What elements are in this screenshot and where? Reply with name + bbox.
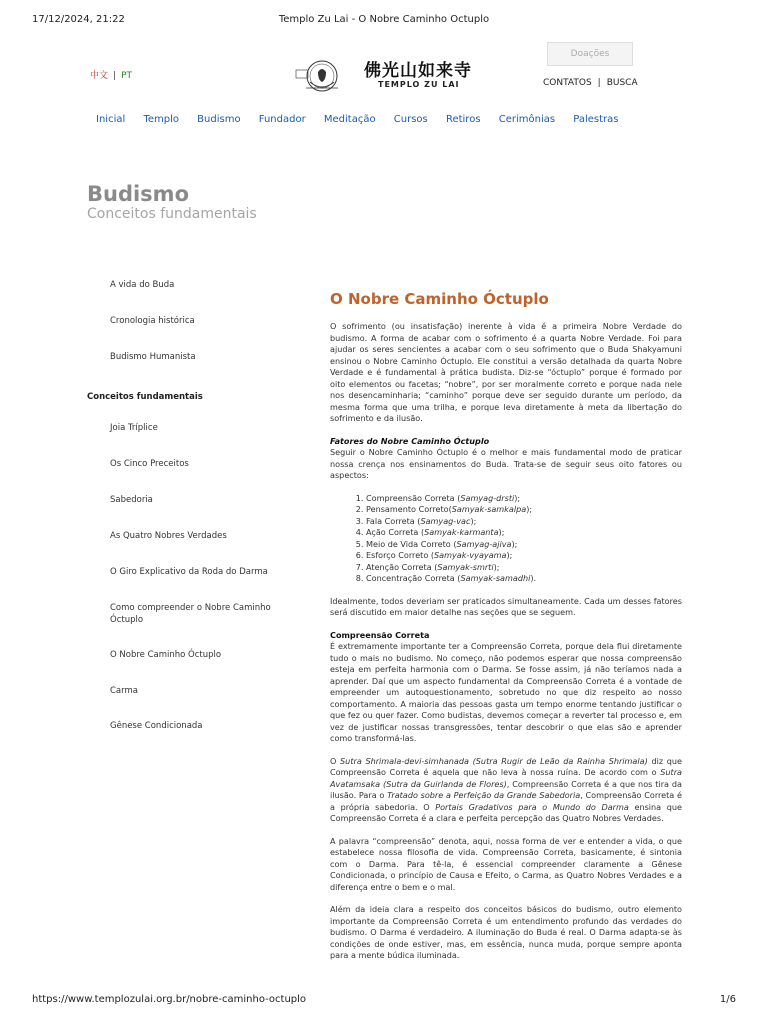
article-paragraph-compreensao: É extremamente importante ter a Compreensão Correta, porque dela flui diretamente tudo o mais no budismo. No começo, não podemos esperar que nossa compreensão esteja em perfeita harmonia com o Darma. Se fosse assim, já não teríamos nada a aprender. Daí que um aspecto fundamental da Compreensão Correta é a vontade de empreender um autoquestionamento, sobretudo no que diz respeito ao nosso comportamento. A maioria das pessoas gasta um tempo enorme tentando justificar o que fez ou quer fazer. Como budistas, devemos começar a reverter tal processo e, em vez de justificar nossas transgressões, tentar descobrir o que elas são e aprender como transformá-las. bbox=[330, 641, 682, 743]
lang-zh-link[interactable]: 中文 bbox=[90, 71, 109, 81]
nav-item-palestras[interactable]: Palestras bbox=[573, 114, 619, 125]
list-item: 4. Ação Correta (Samyak-karmanta); bbox=[366, 527, 682, 539]
article-paragraph-intro: O sofrimento (ou insatisfação) inerente à vida é a primeira Nobre Verdade do budismo. A forma de acabar com o sofrimento é a quarta Nobre Verdade. Foi para ajudar os seres sencientes a acabar com o seu sofrimento que o Buda Shakyamuni ensinou o Nobre Caminho Óctuplo. Ele constitui a versão detalhada da quarta Nobre Verdade e é fundamental à prática budista. Diz-se “óctuplo” porque é formado por oito elementos ou facetas; “nobre”, por ser moralmente correto e porque nada nele nos desencaminharia; “caminho” porque deve ser seguido durante um período, da mesma forma que uma trilha, e porque leva diretamente à meta da libertação do sofrimento e da ilusão. bbox=[330, 321, 682, 423]
list-item: 7. Atenção Correta (Samyak-smrti); bbox=[366, 562, 682, 574]
article-body bbox=[330, 321, 682, 962]
sidebar-item-budismo-humanista[interactable]: Budismo Humanista bbox=[110, 352, 196, 362]
list-item: 8. Concentração Correta (Samyak-samadhi). bbox=[366, 573, 682, 585]
nav-item-templo[interactable]: Templo bbox=[143, 114, 179, 125]
contacts-link[interactable]: CONTATOS bbox=[543, 78, 592, 88]
compreensao-correta-heading: Compreensão Correta bbox=[330, 629, 430, 640]
main-nav bbox=[96, 114, 633, 125]
site-logo[interactable] bbox=[292, 52, 482, 98]
article-paragraph-alem: Além da ideia clara a respeito dos conceitos básicos do budismo, outro elemento importante da Compreensão Correta é um entendimento profundo das verdades do budismo. O Darma é verdadeiro. A iluminação do Buda é real. O Darma adapta-se às condições de onde estiver, mas, em essência, nunca muda, porque sempre aponta para a mente búdica iluminada. bbox=[330, 904, 682, 960]
sidebar-item-genese-condicionada[interactable]: Gênese Condicionada bbox=[110, 721, 203, 731]
sidebar-item-sabedoria[interactable]: Sabedoria bbox=[110, 495, 153, 505]
factors-list bbox=[330, 493, 682, 585]
sidebar-item-cinco-preceitos[interactable]: Os Cinco Preceitos bbox=[110, 459, 189, 469]
section-subtitle: Conceitos fundamentais bbox=[87, 206, 257, 222]
top-links-separator: | bbox=[597, 78, 601, 88]
list-item: 2. Pensamento Correto(Samyak-samkalpa); bbox=[366, 504, 682, 516]
article-paragraph-factors: Seguir o Nobre Caminho Óctuplo é o melhor e mais fundamental modo de praticar nossa crença nos ensinamentos do Buda. Trata-se de seguir seus oito fatores ou aspectos: bbox=[330, 447, 682, 480]
list-item: 6. Esforço Correto (Samyak-vyayama); bbox=[366, 550, 682, 562]
sidebar-item-quatro-nobres-verdades[interactable]: As Quatro Nobres Verdades bbox=[110, 531, 227, 541]
article-paragraph-palavra: A palavra “compreensão” denota, aqui, nossa forma de ver e entender a vida, o que estabelece nossa filosofia de vida. Compreensão Correta, basicamente, é sintonia com o Darma. Para tê-la, é essencial compreender claramente a Gênese Condicionada, o princípio de Causa e Efeito, o Carma, as Quatro Nobres Verdades e a diferença entre o bem e o mal. bbox=[330, 835, 682, 892]
article-paragraph-simultaneous: Idealmente, todos deveriam ser praticados simultaneamente. Cada um desses fatores será discutido em maior detalhe nas seções que se seguem. bbox=[330, 595, 682, 617]
nav-item-cerimonias[interactable]: Cerimônias bbox=[498, 114, 556, 125]
print-title: Templo Zu Lai - O Nobre Caminho Octuplo bbox=[278, 14, 490, 25]
sidebar-item-cronologia[interactable]: Cronologia histórica bbox=[110, 316, 195, 326]
sidebar-item-nobre-caminho-octuplo[interactable]: O Nobre Caminho Óctuplo bbox=[110, 650, 222, 660]
nav-item-fundador[interactable]: Fundador bbox=[258, 114, 306, 125]
print-page-number: 1/6 bbox=[719, 994, 736, 1005]
language-switcher bbox=[90, 68, 132, 81]
logo-name: TEMPLO ZU LAI bbox=[378, 80, 460, 89]
section-title: Budismo bbox=[87, 182, 189, 206]
nav-item-inicial[interactable]: Inicial bbox=[96, 114, 126, 125]
nav-item-meditacao[interactable]: Meditação bbox=[323, 114, 376, 125]
logo-chinese-name: 佛光山如来寺 bbox=[364, 61, 472, 81]
top-links bbox=[543, 78, 638, 88]
nav-item-budismo[interactable]: Budismo bbox=[197, 114, 241, 125]
nav-item-retiros[interactable]: Retiros bbox=[445, 114, 481, 125]
article-title: O Nobre Caminho Óctuplo bbox=[330, 290, 549, 308]
list-item: 1. Compreensão Correta (Samyag-drsti); bbox=[366, 493, 682, 505]
nav-item-cursos[interactable]: Cursos bbox=[393, 114, 428, 125]
search-link[interactable]: BUSCA bbox=[606, 78, 638, 88]
donate-button[interactable]: Doações bbox=[547, 42, 633, 66]
sidebar-item-carma[interactable]: Carma bbox=[110, 686, 138, 696]
list-item: 3. Fala Correta (Samyag-vac); bbox=[366, 516, 682, 528]
lang-pt-link[interactable]: PT bbox=[121, 71, 132, 81]
factors-heading: Fatores do Nobre Caminho Óctuplo bbox=[330, 435, 490, 446]
print-date: 17/12/2024, 21:22 bbox=[32, 14, 125, 25]
lang-separator: | bbox=[113, 71, 117, 81]
list-item: 5. Meio de Vida Correto (Samyag-ajiva); bbox=[366, 539, 682, 551]
sidebar-item-giro-roda-darma[interactable]: O Giro Explicativo da Roda do Darma bbox=[110, 567, 268, 577]
sidebar-item-como-compreender[interactable]: Como compreender o Nobre Caminho Óctuplo bbox=[110, 603, 271, 625]
sidebar-heading[interactable]: Conceitos fundamentais bbox=[87, 392, 203, 402]
print-url: https://www.templozulai.org.br/nobre-caminho-octuplo bbox=[32, 994, 307, 1005]
sidebar-item-joia-triplice[interactable]: Joia Tríplice bbox=[110, 423, 158, 433]
article-paragraph-sutras: O Sutra Shrimala-devi-simhanada (Sutra Rugir de Leão da Rainha Shrimala) diz que Compreensão Correta é aquela que não leva à nossa ruína. De acordo com o Sutra Avatamsaka (Sutra da Guirlanda de Flores), Compreensão Correta é a que nos tira da ilusão. Para o Tratado sobre a Perfeição da Grande Sabedoria, Compreensão Correta é a própria sabedoria. O Portais Gradativos para o Mundo do Darma ensina que Compreensão Correta é a clara e perfeita percepção das Quatro Nobres Verdades. bbox=[330, 755, 683, 823]
sidebar-item-vida-do-buda[interactable]: A vida do Buda bbox=[110, 280, 175, 290]
